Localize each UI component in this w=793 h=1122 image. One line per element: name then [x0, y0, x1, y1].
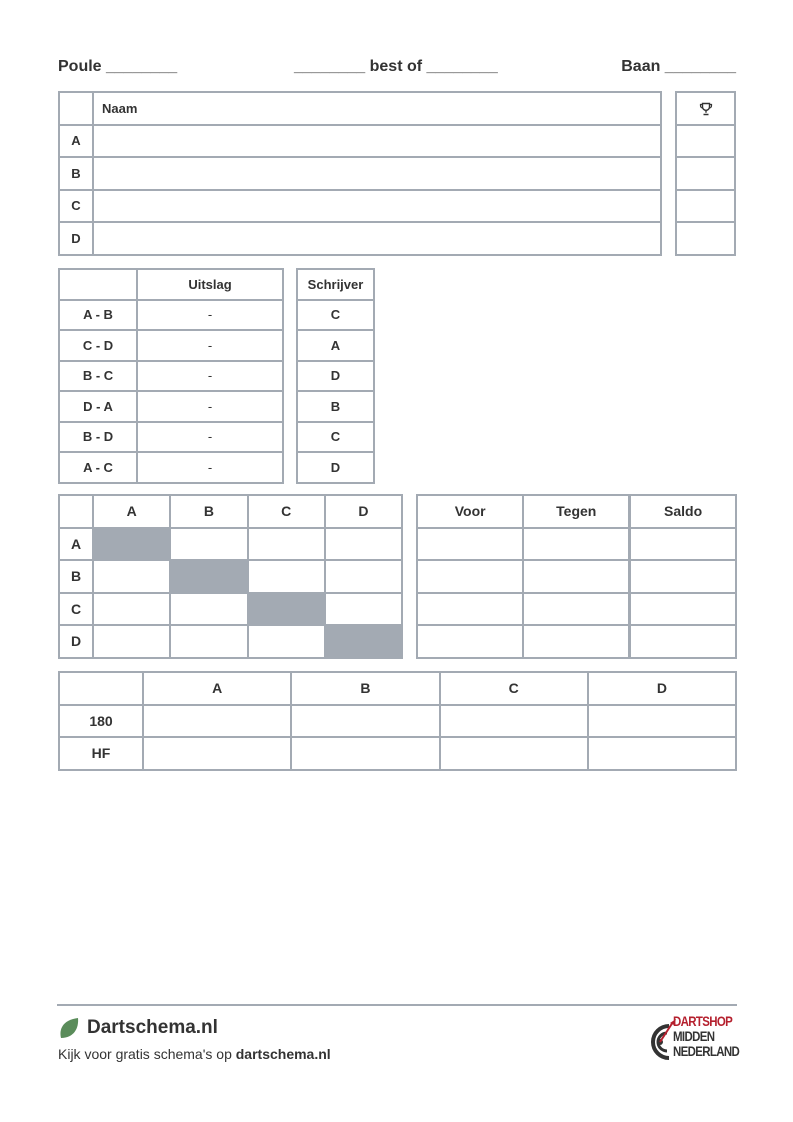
baan-field: Baan ________ [621, 58, 736, 75]
corner-cell [59, 269, 137, 300]
tegen-cell[interactable] [523, 625, 629, 658]
stats-cell[interactable] [588, 705, 736, 738]
stats-row-header: 180 [59, 705, 143, 738]
match-label: B - D [59, 422, 137, 453]
matrix-col-header: D [325, 495, 402, 528]
stats-col-header: D [588, 672, 736, 705]
logo-line: NEDERLAND [673, 1043, 740, 1059]
voor-cell[interactable] [417, 560, 523, 593]
stats-table [58, 671, 737, 771]
poule-field: Poule ________ [58, 58, 178, 75]
matrix-cell[interactable] [248, 625, 325, 658]
voor-cell[interactable] [417, 528, 523, 561]
matrix-diagonal-cell [248, 593, 325, 626]
matrix-cell[interactable] [93, 625, 170, 658]
trophy-cell[interactable] [676, 157, 735, 190]
stats-cell[interactable] [588, 737, 736, 770]
saldo-cell[interactable] [630, 528, 736, 561]
matrix-cell[interactable] [170, 528, 247, 561]
head-to-head-matrix [58, 494, 403, 659]
tegen-cell[interactable] [523, 593, 629, 626]
stats-cell[interactable] [440, 737, 588, 770]
writer-table [296, 268, 375, 484]
corner-cell [59, 495, 93, 528]
player-label: B [59, 157, 93, 190]
brand [58, 1016, 218, 1040]
saldo-cell[interactable] [630, 593, 736, 626]
matrix-cell[interactable] [248, 528, 325, 561]
matrix-diagonal-cell [93, 528, 170, 561]
matrix-col-header: C [248, 495, 325, 528]
match-score[interactable]: - [137, 452, 283, 483]
matrix-cell[interactable] [170, 593, 247, 626]
match-label: A - B [59, 300, 137, 331]
writer-cell: D [297, 452, 374, 483]
matrix-cell[interactable] [170, 625, 247, 658]
voor-header: Voor [417, 495, 523, 528]
dartboard-icon [643, 1014, 677, 1066]
dartshop-logo [643, 1014, 739, 1066]
tegen-header: Tegen [523, 495, 629, 528]
saldo-cell[interactable] [630, 625, 736, 658]
matrix-col-header: B [170, 495, 247, 528]
corner-cell [59, 672, 143, 705]
stats-cell[interactable] [440, 705, 588, 738]
stats-col-header: A [143, 672, 291, 705]
player-names-table [58, 91, 662, 256]
player-name-input[interactable] [93, 190, 661, 223]
logo-text [673, 1014, 739, 1059]
voor-cell[interactable] [417, 593, 523, 626]
match-score[interactable]: - [137, 391, 283, 422]
footer-tagline [58, 1046, 331, 1062]
brand-name: Dartschema.nl [87, 1017, 218, 1038]
player-name-input[interactable] [93, 157, 661, 190]
writer-cell: C [297, 422, 374, 453]
stats-cell[interactable] [143, 737, 291, 770]
writer-header: Schrijver [297, 269, 374, 300]
matrix-cell[interactable] [93, 560, 170, 593]
tagline-text: Kijk voor gratis schema's op [58, 1046, 236, 1062]
match-score[interactable]: - [137, 300, 283, 331]
writer-cell: D [297, 361, 374, 392]
corner-cell [59, 92, 93, 125]
matrix-col-header: A [93, 495, 170, 528]
match-label: B - C [59, 361, 137, 392]
match-label: A - C [59, 452, 137, 483]
matrix-cell[interactable] [248, 560, 325, 593]
stats-cell[interactable] [291, 737, 439, 770]
writer-cell: B [297, 391, 374, 422]
matrix-row-header: B [59, 560, 93, 593]
matrix-row-header: C [59, 593, 93, 626]
tagline-link[interactable]: dartschema.nl [235, 1046, 331, 1062]
saldo-cell[interactable] [630, 560, 736, 593]
saldo-header: Saldo [630, 495, 736, 528]
results-table [58, 268, 284, 484]
stats-cell[interactable] [143, 705, 291, 738]
stats-col-header: C [440, 672, 588, 705]
leaf-icon [58, 1016, 80, 1040]
player-label: C [59, 190, 93, 223]
matrix-cell[interactable] [325, 560, 402, 593]
match-label: D - A [59, 391, 137, 422]
stats-cell[interactable] [291, 705, 439, 738]
stats-col-header: B [291, 672, 439, 705]
tegen-cell[interactable] [523, 528, 629, 561]
match-score[interactable]: - [137, 330, 283, 361]
logo-line: MIDDEN [673, 1028, 715, 1044]
match-score[interactable]: - [137, 422, 283, 453]
tegen-cell[interactable] [523, 560, 629, 593]
trophy-cell[interactable] [676, 125, 735, 158]
results-header: Uitslag [137, 269, 283, 300]
trophy-table [675, 91, 736, 256]
player-label: A [59, 125, 93, 158]
trophy-icon [699, 102, 713, 116]
trophy-cell[interactable] [676, 190, 735, 223]
matrix-cell[interactable] [325, 528, 402, 561]
logo-line: DARTSHOP [673, 1013, 733, 1029]
matrix-cell[interactable] [93, 593, 170, 626]
name-header: Naam [93, 92, 661, 125]
player-label: D [59, 222, 93, 255]
score-summary-table [416, 494, 737, 659]
player-name-input[interactable] [93, 222, 661, 255]
match-score[interactable]: - [137, 361, 283, 392]
writer-cell: A [297, 330, 374, 361]
footer-divider [57, 1004, 737, 1006]
trophy-header [676, 92, 735, 125]
matrix-row-header: A [59, 528, 93, 561]
stats-row-header: HF [59, 737, 143, 770]
matrix-diagonal-cell [325, 625, 402, 658]
writer-cell: C [297, 300, 374, 331]
matrix-row-header: D [59, 625, 93, 658]
best-of-field: ________ best of ________ [294, 58, 498, 75]
trophy-cell[interactable] [676, 222, 735, 255]
player-name-input[interactable] [93, 125, 661, 158]
voor-cell[interactable] [417, 625, 523, 658]
matrix-cell[interactable] [325, 593, 402, 626]
matrix-diagonal-cell [170, 560, 247, 593]
match-label: C - D [59, 330, 137, 361]
